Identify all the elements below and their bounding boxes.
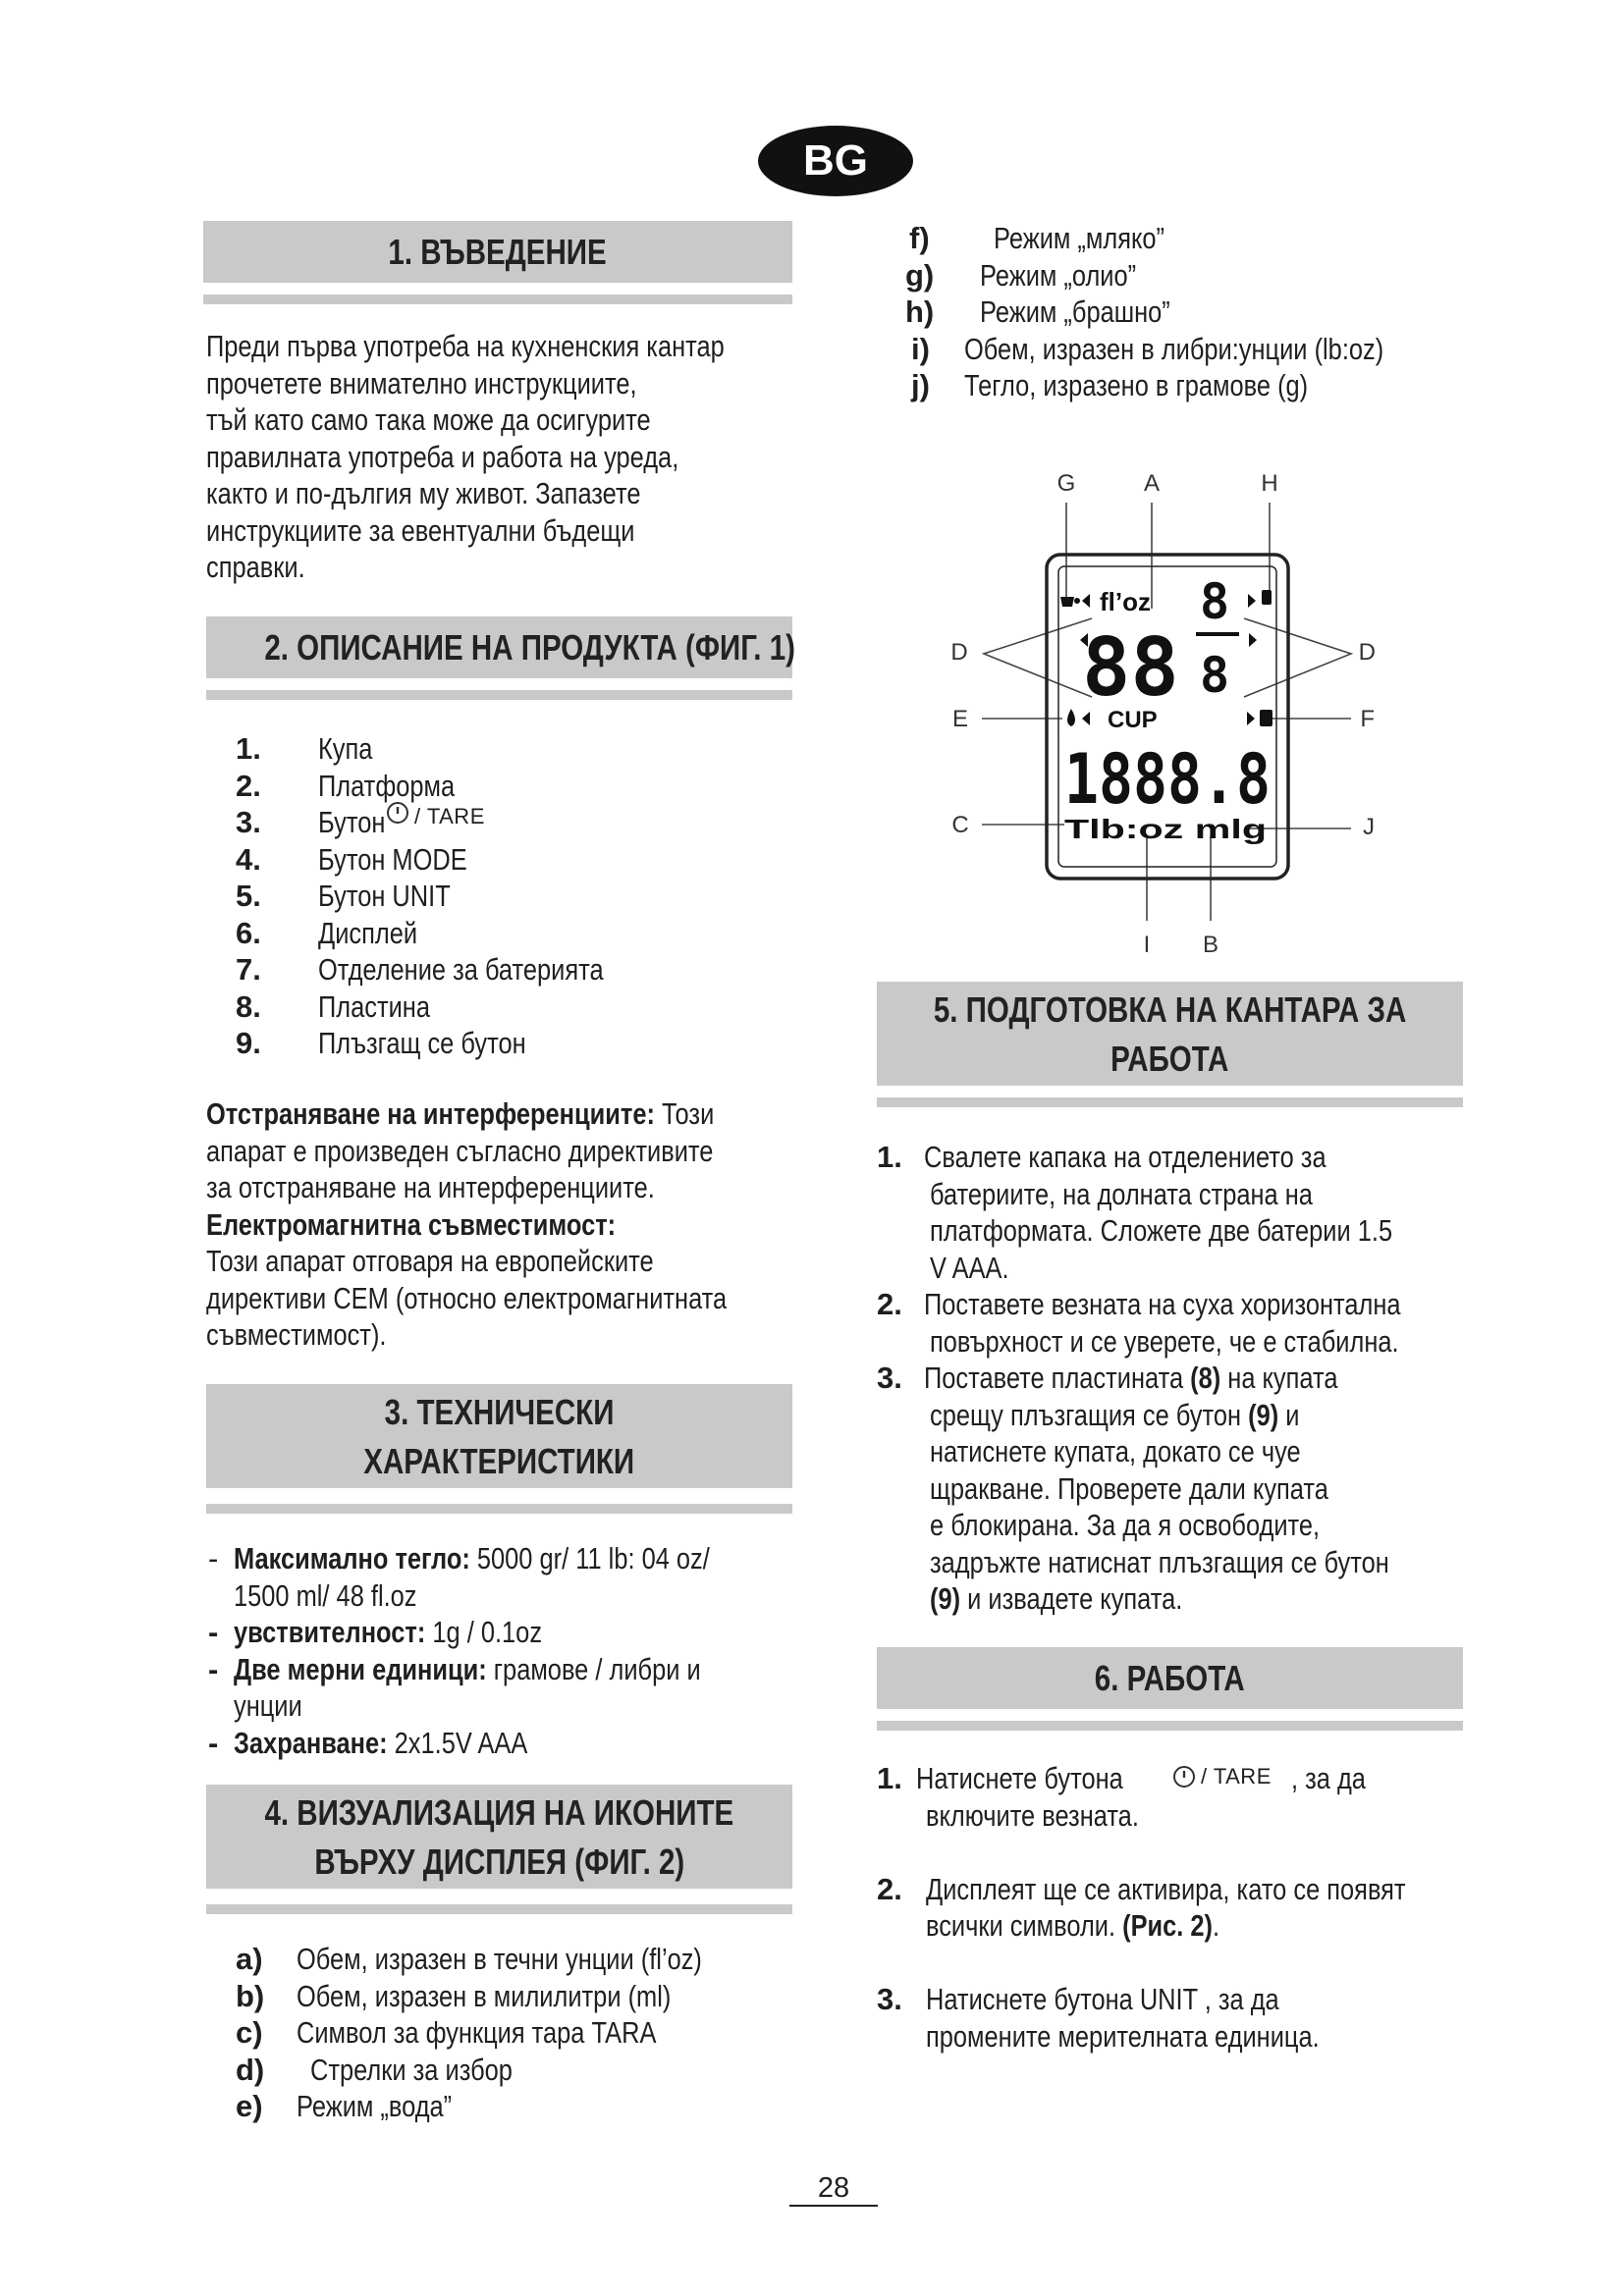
- interference-paragraph: Отстраняване на интерференциите: Този апарат е произведен съгласно директивите за отстраняване на интерференциите. Електромагнитна съвместимост: Този апарат отговаря на европейските директиви CEM (относно електромагнитната съвместимост).: [206, 1096, 728, 1352]
- power-icon: [385, 800, 410, 826]
- lcd-unit-row: Tlb:oz mlg: [1064, 814, 1267, 844]
- callout-a: A: [1143, 470, 1161, 497]
- list-item: f) Режим „мляко”: [909, 221, 1164, 255]
- lcd-cup: CUP: [1108, 707, 1158, 733]
- list-item: d) Стрелки за избор: [236, 2052, 513, 2087]
- language-badge: BG: [758, 126, 913, 196]
- arrow-right-icon: [1247, 712, 1255, 725]
- section-5-rule: [877, 1097, 1463, 1107]
- operation-steps: 1. Натиснете бутона / TARE , за да включите везната. 2. Дисплеят ще се активира, като се появят всички символи. (Рис. 2). 3. Натиснете бутона UNIT , за да промените мерителната единица.: [877, 1760, 1476, 2055]
- spec-units: - Две мерни единици: грамове / либри и: [208, 1651, 701, 1686]
- list-item: 7. Отделение за батерията: [236, 952, 604, 987]
- section-1-rule: [203, 294, 792, 304]
- operation-step-3: 3. Натиснете бутона UNIT , за да: [877, 1982, 1279, 2016]
- callout-i: I: [1143, 932, 1151, 958]
- list-item: 8. Пластина: [236, 988, 430, 1024]
- section-5-header: 5. ПОДГОТОВКА НА КАНТАРА ЗА РАБОТА: [877, 982, 1463, 1086]
- interference-title: Отстраняване на интерференциите:: [206, 1096, 655, 1131]
- list-item: 1. Купа: [236, 731, 373, 766]
- spec-max-weight: - Максимално тегло: 5000 gr/ 11 lb: 04 oz/: [208, 1541, 710, 1575]
- list-item: c) Символ за функция тара TARA: [236, 2015, 657, 2050]
- figure-2-display-diagram: [945, 461, 1377, 972]
- preparation-steps: 1. Свалете капака на отделението за батериите, на долната страна на платформата. Сложете две батерии 1.5 V AAA. 2. Поставете везната на суха хоризонтална повърхност и се уверете, че е стабилна. 3. Поставете пластината (8) на купата срещу плъзгащия се бутон (9) и натиснете купата, докато се чуе щракване. Проверете дали купата е блокирана. За да я освободите, задръжте натиснат плъзгащия се бутон (9) и извадете купата.: [877, 1139, 1476, 1618]
- page-number: 28: [789, 2171, 878, 2207]
- product-parts-list: [236, 730, 785, 1062]
- callout-f: F: [1360, 706, 1375, 732]
- prep-step-3: 3. Поставете пластината (8) на купата: [877, 1361, 1338, 1395]
- callout-b: B: [1202, 932, 1219, 958]
- spec-power: - Захранване: 2x1.5V AAA: [208, 1725, 528, 1760]
- list-item: 2. Платформа: [236, 768, 456, 803]
- callout-d-left: D: [950, 639, 968, 666]
- list-item: 9. Плъзгащ се бутон: [236, 1026, 526, 1060]
- callout-g: G: [1056, 470, 1076, 497]
- list-item: 4. Бутон MODE: [236, 841, 467, 877]
- section-6-rule: [877, 1721, 1463, 1731]
- list-item: b) Обем, изразен в милилитри (ml): [236, 1978, 672, 2013]
- section-2-rule: [206, 690, 792, 700]
- list-item: h) Режим „брашно”: [905, 294, 1170, 329]
- section-4-rule: [206, 1904, 792, 1914]
- callout-d-right: D: [1358, 639, 1376, 666]
- callout-e: E: [951, 706, 969, 732]
- lcd-fraction-top: 8: [1200, 573, 1230, 630]
- arrow-right-icon: [1248, 594, 1256, 608]
- section-3-rule: [206, 1504, 792, 1514]
- teapot-icon: [1060, 597, 1074, 607]
- callout-c: C: [951, 812, 969, 838]
- water-drop-icon: [1067, 709, 1075, 726]
- list-item: a) Обем, изразен в течни унции (fl’oz): [236, 1942, 702, 1976]
- spec-sensitivity: - увствителност: 1g / 0.1oz: [208, 1615, 543, 1649]
- section-4-header: 4. ВИЗУАЛИЗАЦИЯ НА ИКОНИТЕ ВЪРХУ ДИСПЛЕЯ (ФИГ. 2): [206, 1785, 792, 1889]
- milk-carton-icon: [1260, 710, 1272, 726]
- lcd-fl-oz: fl’oz: [1100, 587, 1151, 616]
- section-1-header: 1. ВЪВЕДЕНИЕ: [203, 221, 792, 283]
- list-item: i) Обем, изразен в либри:унции (lb:oz): [911, 331, 1384, 366]
- arrow-right-icon: [1249, 633, 1257, 647]
- list-item: 5. Бутон UNIT: [236, 879, 451, 913]
- lcd-main-digits: 1888.8: [1064, 739, 1271, 820]
- callout-j: J: [1363, 814, 1375, 840]
- section-6-header: 6. РАБОТА: [877, 1647, 1463, 1709]
- list-item: e) Режим „вода”: [236, 2089, 453, 2123]
- specs-list: - Максимално тегло: 5000 gr/ 11 lb: 04 oz/ 1500 ml/ 48 fl.oz - увствителност: 1g / 0.1oz - Две мерни единици: грамове / либри и унции - Захранване: 2x1.5V AAA: [208, 1540, 797, 1761]
- tare-icon-label: / TARE: [414, 804, 485, 828]
- list-item: 6. Дисплей: [236, 915, 418, 950]
- display-icons-list-continued: [905, 220, 1455, 404]
- arrow-left-icon: [1082, 594, 1090, 608]
- operation-step-2: 2. Дисплеят ще се активира, като се появят: [877, 1871, 1406, 1906]
- lcd-big-digits: 88: [1082, 621, 1179, 715]
- list-item: g) Режим „олио”: [905, 257, 1137, 293]
- lcd-fraction-bottom: 8: [1200, 647, 1230, 704]
- flour-bag-icon: [1262, 590, 1272, 605]
- list-item: j) Тегло, изразено в грамове (g): [911, 368, 1309, 402]
- emc-title: Електромагнитна съвместимост:: [206, 1206, 617, 1242]
- prep-step-1: 1. Свалете капака на отделението за: [877, 1140, 1326, 1174]
- display-icons-list: [236, 1941, 785, 2125]
- tare-icon-label: / TARE: [1201, 1764, 1272, 1789]
- callout-h: H: [1261, 470, 1278, 497]
- power-icon: [1171, 1764, 1197, 1789]
- intro-paragraph: Преди първа употреба на кухненския кантар прочетете внимателно инструкциите, тъй като само така може да осигурите правилната употреба и работа на уреда, както и по-дългия му живот. Запазете инструкциите за евентуални бъдещи справки.: [206, 329, 725, 584]
- section-2-header: 2. ОПИСАНИЕ НА ПРОДУКТА (ФИГ. 1): [206, 616, 792, 678]
- section-3-header: 3. ТЕХНИЧЕСКИ ХАРАКТЕРИСТИКИ: [206, 1384, 792, 1488]
- operation-step-1: 1. Натиснете бутона / TARE , за да: [877, 1760, 1476, 1797]
- prep-step-2: 2. Поставете везната на суха хоризонтална: [877, 1287, 1401, 1321]
- list-item: 3. Бутон / TARE: [236, 804, 785, 841]
